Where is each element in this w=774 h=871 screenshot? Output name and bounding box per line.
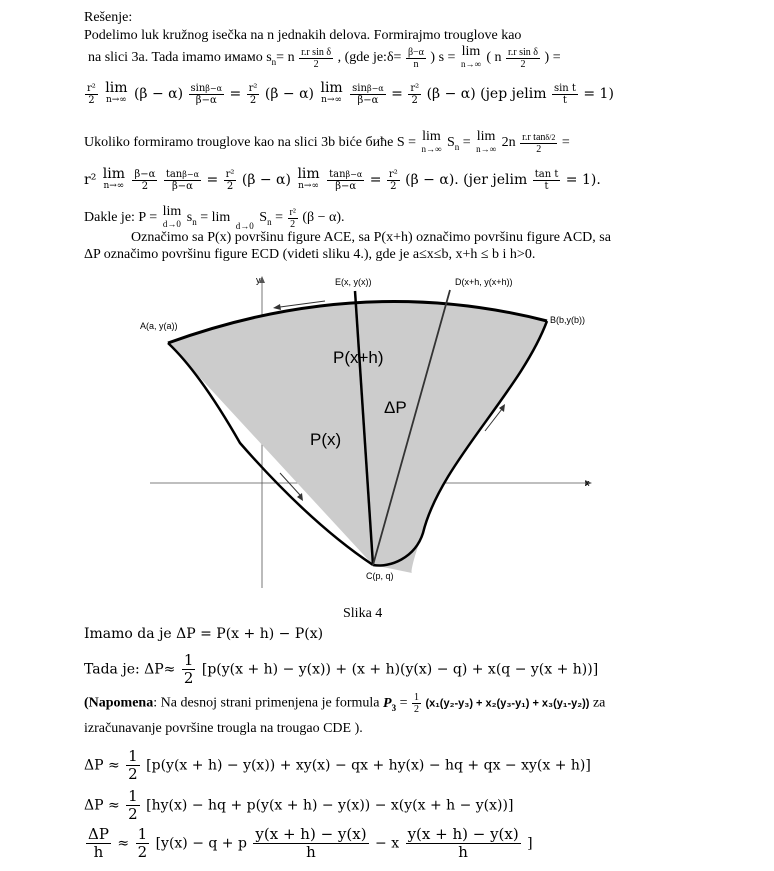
label-C: C(p, q): [366, 571, 394, 581]
label-B: B(b,y(b)): [550, 315, 586, 325]
text-line-4: $\frac{\text{r²}}{2}$ lim n→∞ (β − α) $\frac{\sin\beta-\alpha}{\beta-\alpha}$ = $\frac{\text{r²}}{2}$ (β − α) lim n→∞ $\frac{\sin\beta-\alpha}{\beta-\alpha}$ = $\frac{\text{r²}}{2}$ (β − α) (jep jelim $\frac{\text{sin t}}{t}$ = 1): [87, 80, 614, 106]
text-line-8: Označimo sa P(x) površinu figure ACE, sa P(x+h) označimo površinu figure ACD, sa: [131, 230, 611, 245]
text-line-6: r² lim n→∞ $\frac{\beta-\alpha}{2}$ $\frac{\tan\beta-\alpha}{\beta-\alpha}$ = $\frac{\text{r²}}{2}$ (β − α) lim n→∞ $\frac{\tan\beta-\alpha}{\beta-\alpha}$ = $\frac{\text{r²}}{2}$ (β − α). (jer jelim $\frac{\text{tan t}}{t}$ = 1).: [84, 166, 601, 192]
text-line-5: Ukoliko formiramo trouglove kao na slici 3b biće биће S = lim n→∞ $S_n$ = lim n→∞ 2n $\frac{\text{r.r tanδ/2}}{2}$ =: [84, 129, 570, 155]
text-line-16: $\frac{\Delta P}{h}$ ≈ $\frac{1}{2}$ [y(x) − q + p $\frac{y(x + h) - y(x)}{h}$ − x $\frac{y(x + h) - y(x)}{h}$ ]: [88, 825, 533, 861]
label-P-x-plus-h: P(x+h): [333, 348, 384, 367]
text-line-10: Imamo da je ΔP = P(x + h) − P(x): [84, 626, 324, 642]
text-line-15: ΔP ≈ $\frac{1}{2}$ [hy(x) − hq + p(y(x + h) − y(x)) − x(y(x + h − y(x))]: [84, 787, 514, 823]
arrow-right-head: [499, 404, 505, 412]
text-line-12: (Napomena: Na desnoj strani primenjena je formula $P_3$ = $\frac{1}{2}$ (x₁(y₂-y₃) + x₂(y₃-y₁) + x₃(y₁-y₂)) za: [84, 692, 606, 715]
text-line-14: ΔP ≈ $\frac{1}{2}$ [p(y(x + h) − y(x)) + xy(x) − qx + hy(x) − hq + qx − xy(x + h)]: [84, 747, 591, 783]
text-line-9: ΔP označimo površinu figure ECD (videti sliku 4.), gde je a≤x≤b, x+h ≤ b i h>0.: [84, 247, 536, 262]
arrow-top-head: [273, 304, 281, 310]
text-line-13: izračunavanje površine trougla na trougao CDE ).: [84, 721, 363, 736]
x-axis-label: x: [585, 478, 590, 488]
label-D: D(x+h, y(x+h)): [455, 277, 513, 287]
arrow-left-head: [297, 493, 303, 501]
text-line-2: Podelimo luk kružnog isečka na n jednakih delova. Formirajmo trouglove kao: [84, 28, 522, 43]
sector-figure: [140, 273, 600, 593]
label-A: A(a, y(a)): [140, 321, 178, 331]
label-P-x: P(x): [310, 430, 342, 449]
figure-caption: Slika 4: [343, 606, 383, 621]
solution-heading: Rešenje:: [84, 10, 133, 25]
label-E: E(x, y(x)): [335, 277, 372, 287]
label-delta-P: ΔP: [384, 398, 407, 417]
y-axis-label: y: [256, 275, 261, 285]
text-line-7: Dakle je: P = lim d→0 $s_n = \lim$ d→0 $S_n$ = $\frac{\text{r²}}{2}$ (β − α).: [84, 204, 345, 232]
text-line-11: Tada je: ΔP≈ $\frac{1}{2}$ [p(y(x + h) − y(x)) + (x + h)(y(x) − q) + x(q − y(x + h))]: [84, 651, 599, 687]
text-line-3: na slici 3a. Tada imamo имамо $s_n= n$ $\frac{\text{r.r sin δ}}{2}$ , (gde je:δ= $\frac{\beta-\alpha}{n}$ ) s = lim n→∞ ( n $\frac{\text{r.r sin δ}}{2}$ ) =: [88, 44, 561, 70]
